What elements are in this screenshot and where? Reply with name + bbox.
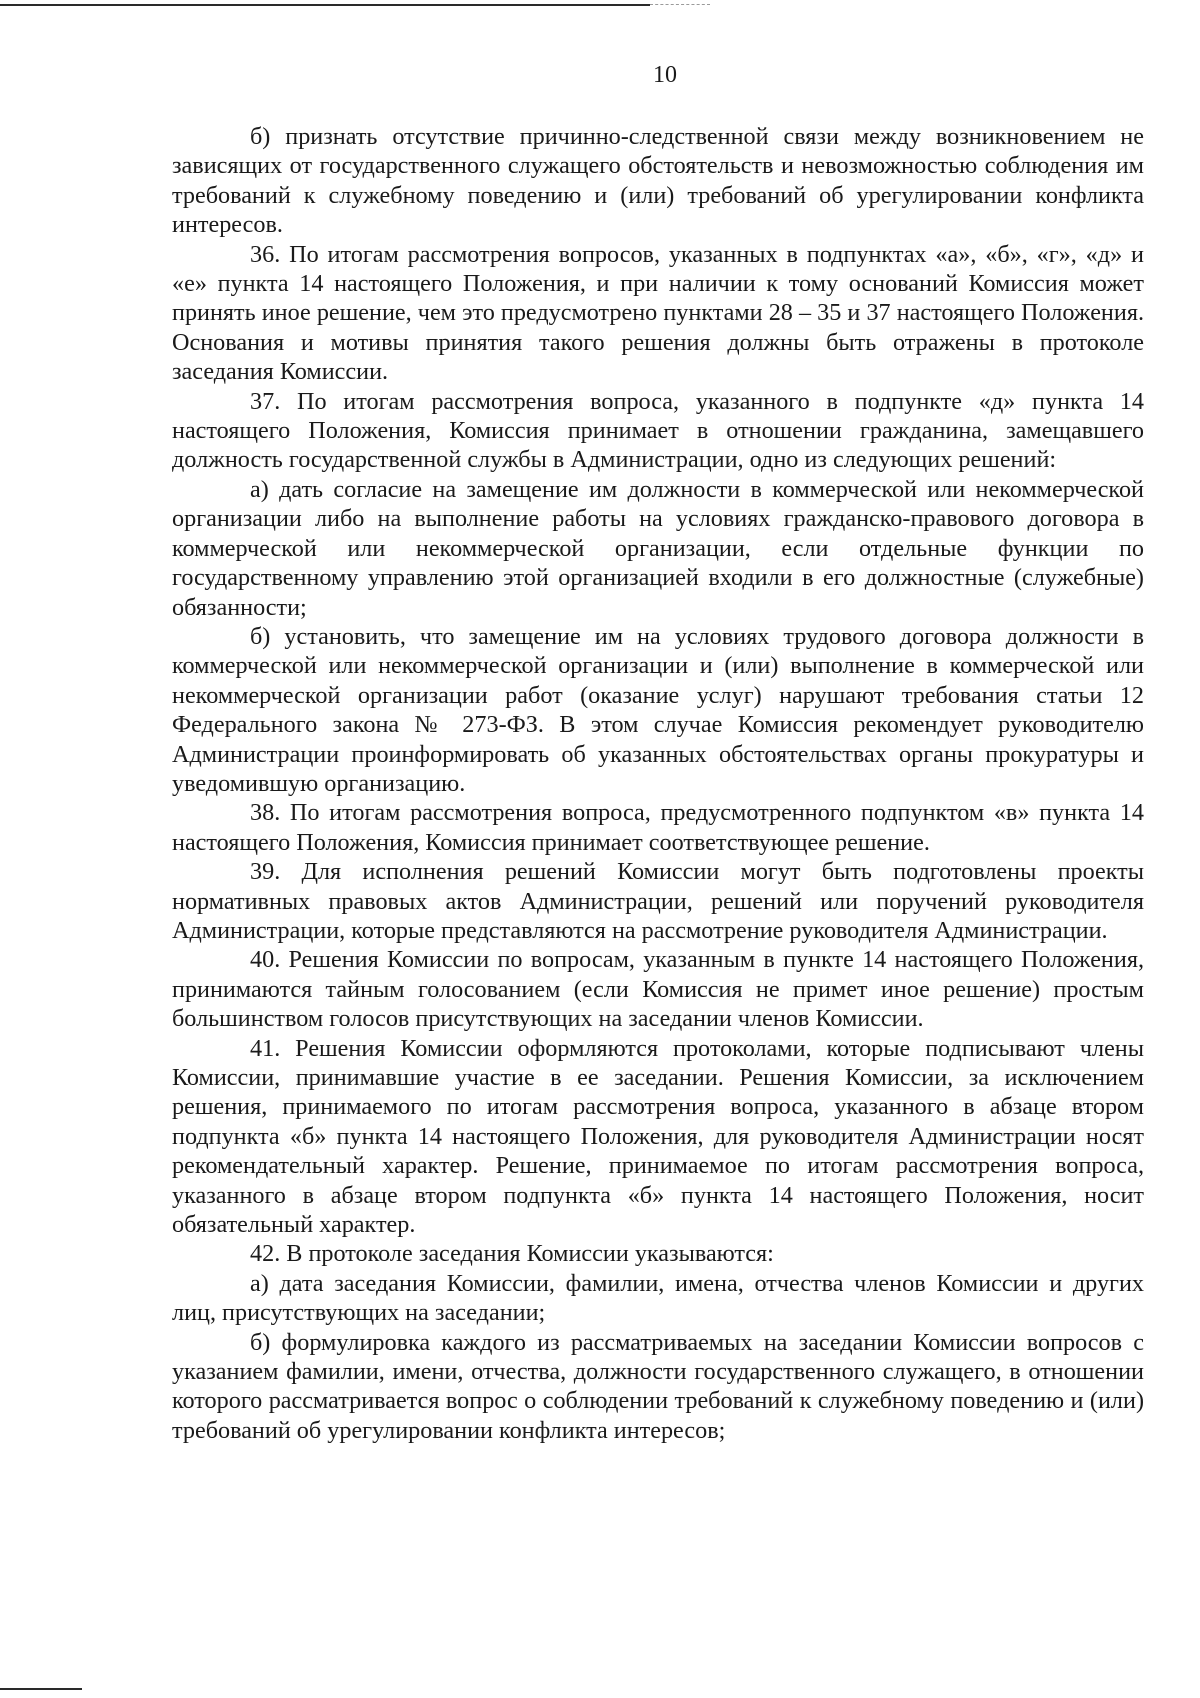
paragraph-41: 41. Решения Комиссии оформляются протоколами, которые подписывают члены Комиссии, принимавшие участие в ее заседании. Решения Комиссии, за исключением решения, принимаемого по итогам рассмотрения вопроса, указанного в абзаце втором подпункта «б» пункта 14 настоящего Положения, для руководителя Администрации носят рекомендательный характер. Решение, принимаемое по итогам рассмотрения вопроса, указанного в абзаце втором подпункта «б» пункта 14 настоящего Положения, носит обязательный характер. bbox=[172, 1034, 1144, 1239]
paragraph-38: 38. По итогам рассмотрения вопроса, предусмотренного подпунктом «в» пункта 14 настоящего Положения, Комиссия принимает соответствующее решение. bbox=[172, 799, 1144, 856]
paragraph-37b: б) установить, что замещение им на условиях трудового договора должности в коммерческой или некоммерческой организации и (или) выполнение в коммерческой или некоммерческой организации работ (оказание услуг) нарушают требования статьи 12 Федерального закона № 273-ФЗ. В этом случае Комиссия рекомендует руководителю Администрации проинформировать об указанных обстоятельствах органы прокуратуры и уведомившую организацию. bbox=[172, 622, 1144, 797]
paragraph-42a: а) дата заседания Комиссии, фамилии, имена, отчества членов Комиссии и других лиц, присутствующих на заседании; bbox=[172, 1269, 1144, 1327]
top-scan-edge-faint-rule bbox=[650, 4, 710, 5]
paragraph-37: 37. По итогам рассмотрения вопроса, указанного в подпункте «д» пункта 14 настоящего Положения, Комиссия принимает в отношении гражданина, замещавшего должность государственной службы в Администрации, одно из следующих решений: bbox=[172, 387, 1144, 474]
document-body bbox=[172, 122, 1144, 1445]
paragraph-42b: б) формулировка каждого из рассматриваемых на заседании Комиссии вопросов с указанием фамилии, имени, отчества, должности государственного служащего, в отношении которого рассматривается вопрос о соблюдении требований к служебному поведению и (или) требований об урегулировании конфликта интересов; bbox=[172, 1328, 1144, 1444]
top-scan-edge-rule bbox=[0, 4, 650, 6]
paragraph-37a: а) дать согласие на замещение им должности в коммерческой или некоммерческой организации либо на выполнение работы на условиях гражданско-правового договора в коммерческой или некоммерческой организации, если отдельные функции по государственному управлению этой организацией входили в его должностные (служебные) обязанности; bbox=[172, 475, 1144, 621]
paragraph-36: 36. По итогам рассмотрения вопросов, указанных в подпунктах «а», «б», «г», «д» и «е» пункта 14 настоящего Положения, и при наличии к тому оснований Комиссия может принять иное решение, чем это предусмотрено пунктами 28 – 35 и 37 настоящего Положения. Основания и мотивы принятия такого решения должны быть отражены в протоколе заседания Комиссии. bbox=[172, 240, 1144, 386]
paragraph-35b: б) признать отсутствие причинно-следственной связи между возникновением не зависящих от государственного служащего обстоятельств и невозможностью соблюдения им требований к служебному поведению и (или) требований об урегулировании конфликта интересов. bbox=[172, 123, 1144, 239]
paragraph-39: 39. Для исполнения решений Комиссии могут быть подготовлены проекты нормативных правовых актов Администрации, решений или поручений руководителя Администрации, которые представляются на рассмотрение руководителя Администрации. bbox=[172, 858, 1144, 944]
bottom-scan-edge-rule bbox=[0, 1688, 82, 1690]
paragraph-42: 42. В протоколе заседания Комиссии указываются: bbox=[250, 1240, 774, 1268]
paragraph-40: 40. Решения Комиссии по вопросам, указанным в пункте 14 настоящего Положения, принимаются тайным голосованием (если Комиссия не примет иное решение) простым большинством голосов присутствующих на заседании членов Комиссии. bbox=[172, 946, 1144, 1033]
page-number: 10 bbox=[653, 62, 677, 88]
